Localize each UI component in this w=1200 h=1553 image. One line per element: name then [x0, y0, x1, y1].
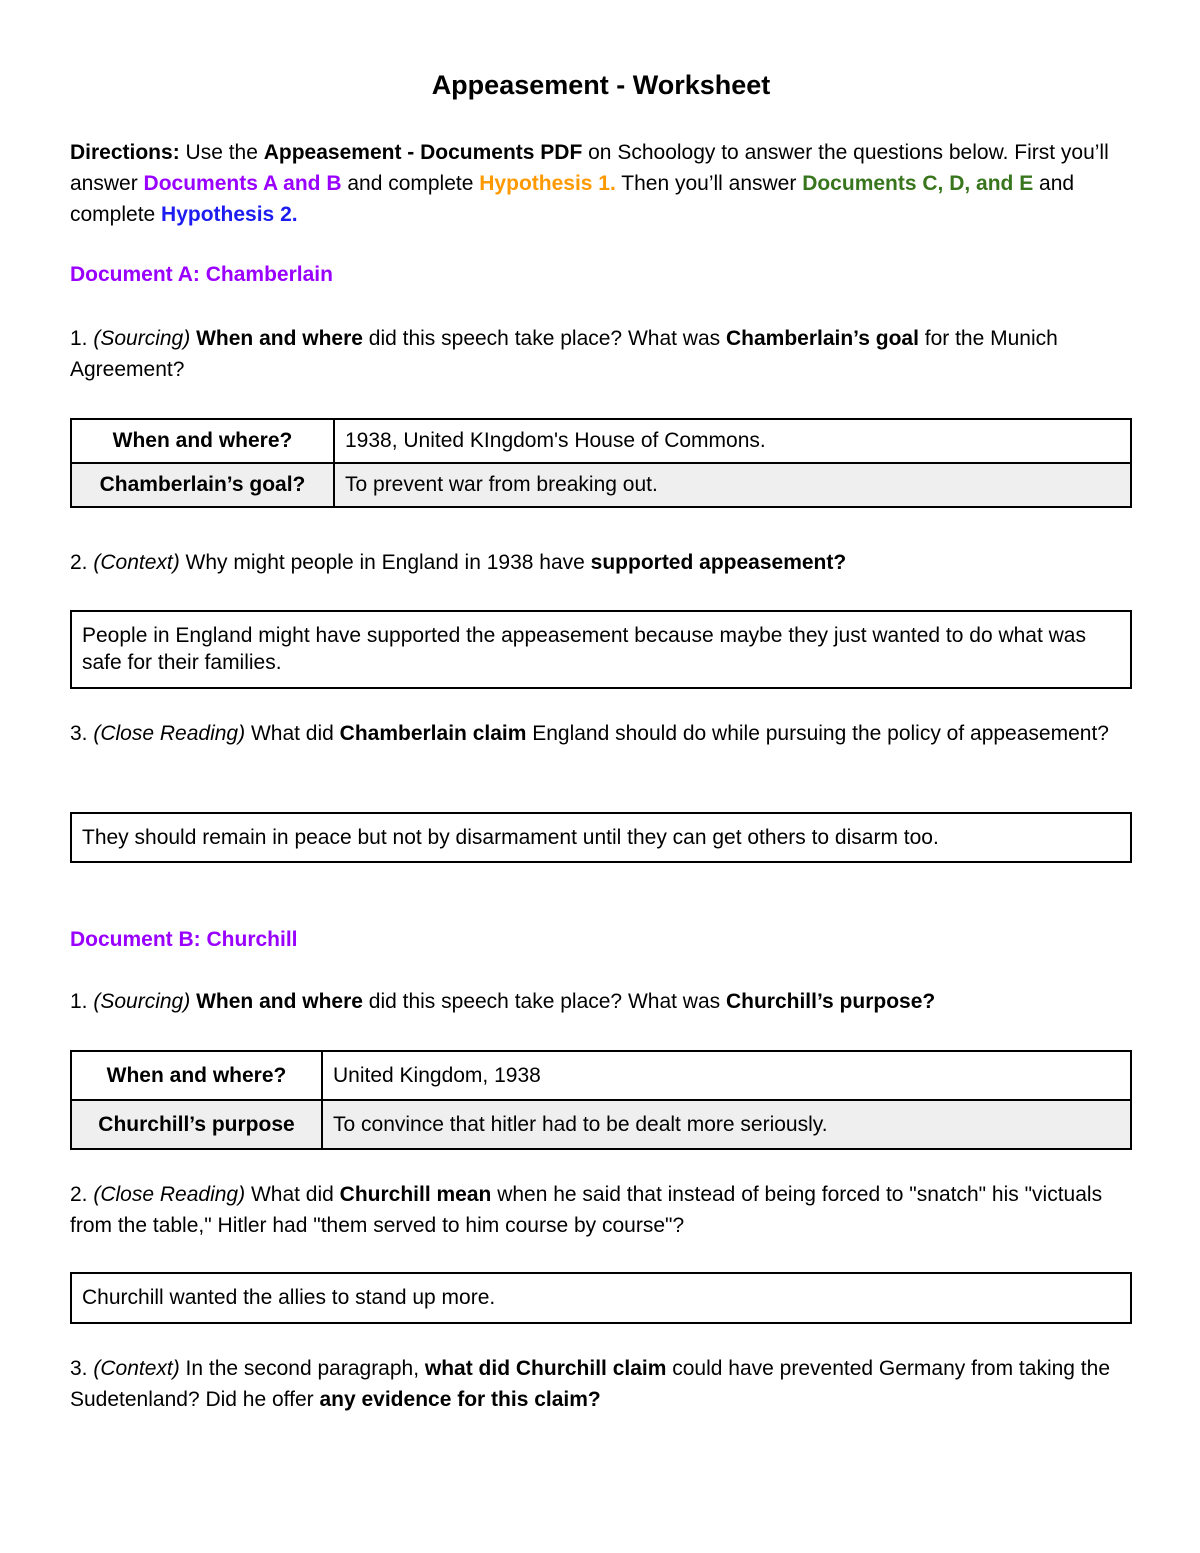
directions-paragraph: Directions: Use the Appeasement - Documents PDF on Schoology to answer the questions below. First you’ll answer Documents A and B and complete Hypothesis 1. Then you’ll answer Documents C, D, and E and complete Hypothesis 2.: [70, 141, 1109, 226]
document-a-heading: Document A: Chamberlain: [70, 263, 333, 286]
doc-b-question-1: 1. (Sourcing) When and where did this speech take place? What was Churchill’s purpose?: [70, 990, 936, 1013]
doc-b-answer-2[interactable]: Churchill wanted the allies to stand up more.: [70, 1272, 1132, 1324]
hypothesis-2-ref: Hypothesis 2.: [161, 203, 298, 226]
table-answer-cell[interactable]: 1938, United KIngdom's House of Commons.: [334, 419, 1131, 463]
documents-ab-ref: Documents A and B: [143, 172, 342, 195]
doc-a-answer-3[interactable]: They should remain in peace but not by disarmament until they can get others to disarm too.: [70, 812, 1132, 863]
table-label-cell: Chamberlain’s goal?: [71, 463, 334, 507]
hypothesis-1-ref: Hypothesis 1.: [479, 172, 616, 195]
doc-b-question-2: 2. (Close Reading) What did Churchill mean when he said that instead of being forced to "snatch" his "victuals from the table," Hitler had "them served to him course by course"?: [70, 1183, 1103, 1237]
document-b-heading: Document B: Churchill: [70, 928, 298, 951]
page-title: Appeasement - Worksheet: [431, 70, 771, 100]
doc-b-sourcing-table: [70, 1050, 1132, 1150]
table-answer-cell[interactable]: To convince that hitler had to be dealt more seriously.: [322, 1100, 1131, 1149]
table-label-cell: When and where?: [71, 419, 334, 463]
doc-a-question-2: 2. (Context) Why might people in England in 1938 have supported appeasement?: [70, 551, 847, 574]
doc-a-question-1: 1. (Sourcing) When and where did this speech take place? What was Chamberlain’s goal for the Munich Agreement?: [70, 327, 1058, 381]
table-row: [71, 419, 1131, 463]
table-label-cell: Churchill’s purpose: [71, 1100, 322, 1149]
table-row: [71, 1100, 1131, 1149]
documents-pdf-name: Appeasement - Documents PDF: [263, 141, 583, 164]
doc-a-question-3: 3. (Close Reading) What did Chamberlain claim England should do while pursuing the policy of appeasement?: [70, 722, 1109, 745]
doc-a-answer-2[interactable]: People in England might have supported the appeasement because maybe they just wanted to do what was safe for their families.: [70, 610, 1132, 689]
table-answer-cell[interactable]: United Kingdom, 1938: [322, 1051, 1131, 1100]
table-answer-cell[interactable]: To prevent war from breaking out.: [334, 463, 1131, 507]
table-row: [71, 1051, 1131, 1100]
documents-cde-ref: Documents C, D, and E: [802, 172, 1034, 195]
doc-b-question-3: 3. (Context) In the second paragraph, what did Churchill claim could have prevented Germany from taking the Sudetenland? Did he offer any evidence for this claim?: [70, 1357, 1110, 1411]
directions-label: Directions:: [70, 141, 180, 164]
table-label-cell: When and where?: [71, 1051, 322, 1100]
table-row: [71, 463, 1131, 507]
doc-a-sourcing-table: [70, 418, 1132, 508]
